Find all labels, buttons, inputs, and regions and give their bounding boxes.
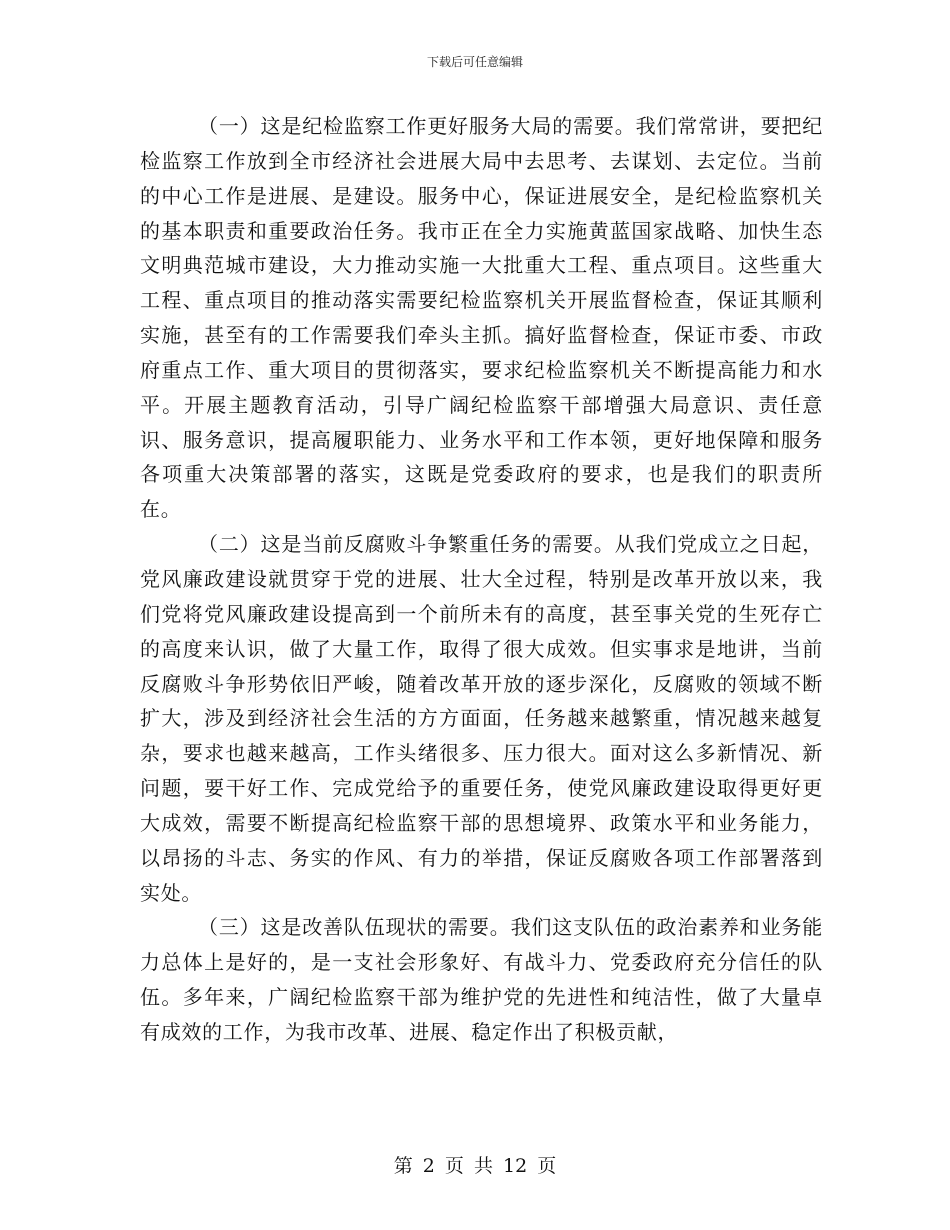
paragraph-1: （一）这是纪检监察工作更好服务大局的需要。我们常常讲，要把纪检监察工作放到全市经济社会进展大局中去思考、去谋划、去定位。当前的中心工作是进展、是建设。服务中心，保证进展安全，是纪检监察机关的基本职责和重要政治任务。我市正在全力实施黄蓝国家战略、加快生态文明典范城市建设，大力推动实施一大批重大工程、重点项目。这些重大工程、重点项目的推动落实需要纪检监察机关开展监督检查，保证其顺利实施，甚至有的工作需要我们牵头主抓。搞好监督检查，保证市委、市政府重点工作、重大项目的贯彻落实，要求纪检监察机关不断提高能力和水平。开展主题教育活动，引导广阔纪检监察干部增强大局意识、责任意识、服务意识，提高履职能力、业务水平和工作本领，更好地保障和服务各项重大决策部署的落实，这既是党委政府的要求，也是我们的职责所在。 <box>140 114 823 522</box>
paragraph-3: （三）这是改善队伍现状的需要。我们这支队伍的政治素养和业务能力总体上是好的，是一支社会形象好、有战斗力、党委政府充分信任的队伍。多年来，广阔纪检监察干部为维护党的先进性和纯洁性，做了大量卓有成效的工作，为我市改革、进展、稳定作出了积极贡献， <box>140 915 823 1044</box>
paragraph-2: （二）这是当前反腐败斗争繁重任务的需要。从我们党成立之日起，党风廉政建设就贯穿于党的进展、壮大全过程，特别是改革开放以来，我们党将党风廉政建设提高到一个前所未有的高度，甚至事关党的生死存亡的高度来认识，做了大量工作，取得了很大成效。但实事求是地讲，当前反腐败斗争形势依旧严峻，随着改革开放的逐步深化，反腐败的领域不断扩大，涉及到经济社会生活的方方面面，任务越来越繁重，情况越来越复杂，要求也越来越高，工作头绪很多、压力很大。面对这么多新情况、新问题，要干好工作、完成党给予的重要任务，使党风廉政建设取得更好更大成效，需要不断提高纪检监察干部的思想境界、政策水平和业务能力，以昂扬的斗志、务实的作风、有力的举措，保证反腐败各项工作部署落到实处。 <box>140 532 823 905</box>
page-header: 下载后可任意编辑 <box>426 55 523 69</box>
page-number-footer: 第 2 页 共 12 页 <box>393 1155 557 1177</box>
document-body <box>140 109 823 1050</box>
